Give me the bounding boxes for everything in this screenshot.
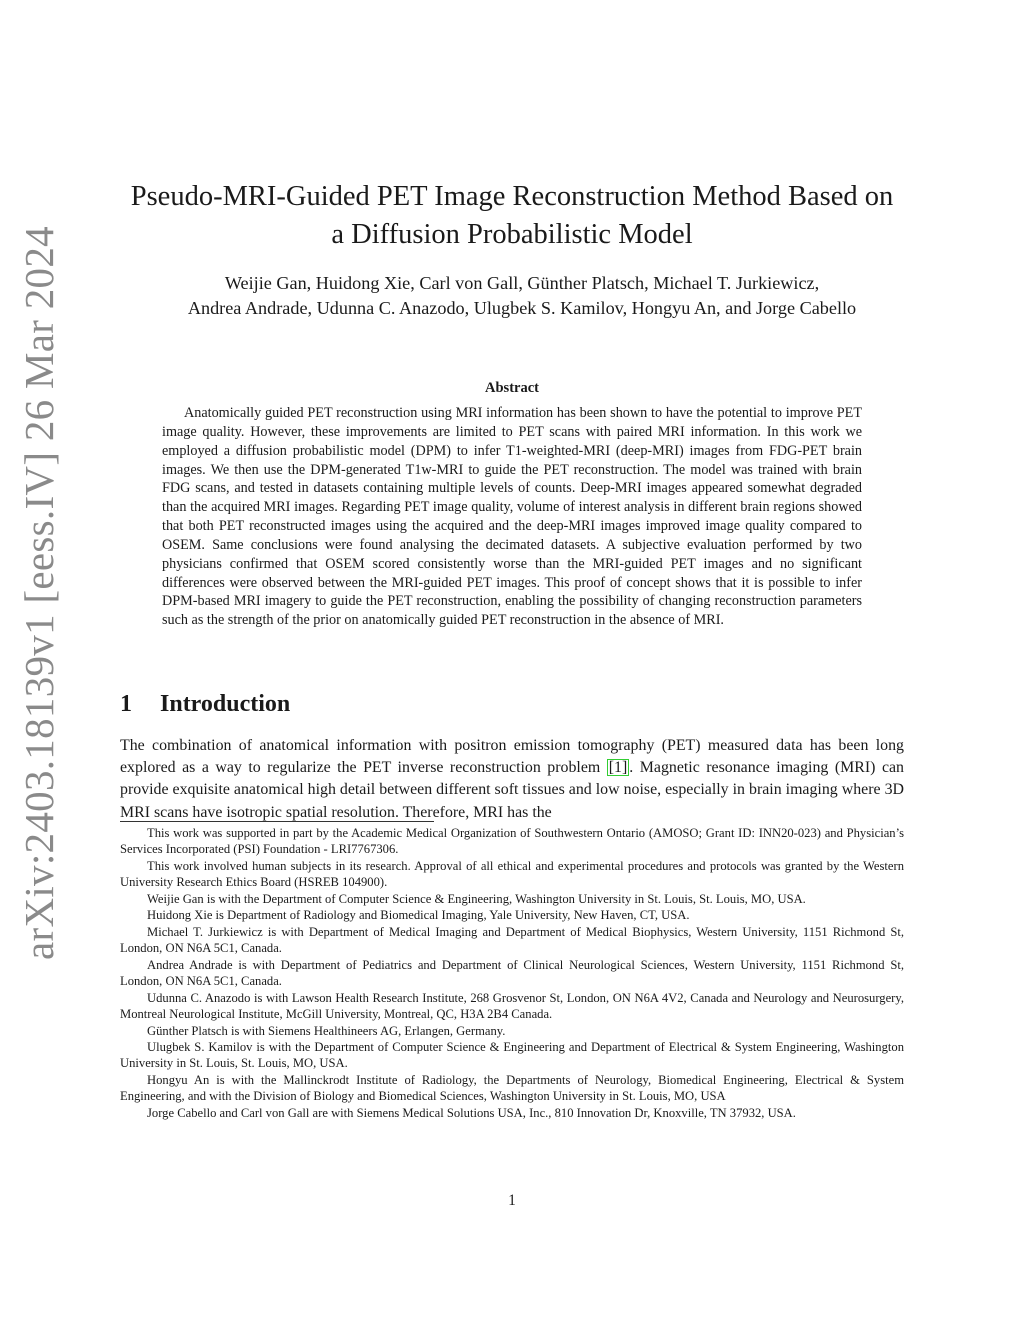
intro-text-part-2: . Magnetic resonance imaging (MRI) can provide exquisite anatomical high detail between different soft tissues and low noise, especially in brain imaging where 3D MRI scans have isotropic spatial resolution. Therefore, MRI has the (120, 759, 904, 821)
arxiv-identifier-stamp: arXiv:2403.18139v1 [eess.IV] 26 Mar 2024 (16, 226, 62, 960)
authors-line-1: Weijie Gan, Huidong Xie, Carl von Gall, Günther Platsch, Michael T. Jurkiewicz, (224, 273, 820, 293)
citation-link[interactable]: [1] (608, 759, 628, 777)
paper-title (100, 178, 924, 254)
title-line-1: Pseudo-MRI-Guided PET Image Reconstruction Method Based on (130, 181, 894, 212)
footnote-affiliation-jurkiewicz: Michael T. Jurkiewicz is with Department of Medical Imaging and Department of Medical Biophysics, Western University, 1151 Richmond St, London, ON N6A 5C1, Canada. (120, 925, 904, 956)
footnote-affiliation-cabello-vongall: Jorge Cabello and Carl von Gall are with Siemens Medical Solutions USA, Inc., 810 Innovation Dr, Knoxville, TN 37932, USA. (147, 1105, 796, 1120)
footnote-funding: This work was supported in part by the Academic Medical Organization of Southwestern Ontario (AMOSO; Grant ID: INN20-023) and Physician’s Services Incorporated (PSI) Foundation - LRI7767306. (120, 826, 904, 856)
footnote-affiliation-kamilov: Ulugbek S. Kamilov is with the Department of Computer Science & Engineering and Department of Electrical & System Engineering, Washington University in St. Louis, St. Louis, MO, USA. (120, 1040, 904, 1071)
footnote-affiliation-gan: Weijie Gan is with the Department of Computer Science & Engineering, Washington University in St. Louis, St. Louis, MO, USA. (147, 891, 806, 906)
footnote-affiliation-anazodo: Udunna C. Anazodo is with Lawson Health Research Institute, 268 Grosvenor St, London, ON N6A 4V2, Canada and Neurology and Neurosurgery, Montreal Neurological Institute, McGill University, Montreal, QC, H3A 2B4 Canada. (120, 990, 904, 1021)
section-title: Introduction (160, 691, 291, 717)
title-line-2: a Diffusion Probabilistic Model (331, 219, 693, 250)
intro-text-part-1: The combination of anatomical information with positron emission tomography (PET) measured data has been long explored as a way to regularize the PET inverse reconstruction problem (120, 737, 904, 777)
authors-line-2: Andrea Andrade, Udunna C. Anazodo, Ulugbek S. Kamilov, Hongyu An, and Jorge Cabello (187, 298, 857, 318)
abstract-text: Anatomically guided PET reconstruction using MRI information has been shown to have the potential to improve PET image quality. However, these improvements are limited to PET scans with paired MRI information. In this work we employed a diffusion probabilistic model (DPM) to infer T1-weighted-MRI (deep-MRI) images from FDG-PET brain images. We then use the DPM-generated T1w-MRI to guide the PET reconstruction. The model was trained with brain FDG scans, and tested in datasets containing multiple levels of counts. Deep-MRI images appeared somewhat degraded than the acquired MRI images. Regarding PET image quality, volume of interest analysis in different brain regions showed that both PET reconstructed images using the acquired and the deep-MRI images improved image quality compared to OSEM. Same conclusions were found analysing the decimated datasets. A subjective evaluation performed by two physicians confirmed that OSEM scored consistently worse than the MRI-guided PET images and no significant differences were observed between the MRI-guided PET images. This proof of concept shows that it is possible to infer DPM-based MRI imagery to guide the PET reconstruction, enabling the possibility of changing reconstruction parameters such as the strength of the prior on anatomically guided PET reconstruction in the absence of MRI. (162, 405, 862, 629)
footnote-affiliation-xie: Huidong Xie is Department of Radiology and Biomedical Imaging, Yale University, New Haven, CT, USA. (147, 908, 690, 923)
footnote-affiliation-andrade: Andrea Andrade is with Department of Pediatrics and Department of Clinical Neurological Sciences, Western University, 1151 Richmond St, London, ON N6A 5C1, Canada. (120, 957, 904, 988)
section-number: 1 (120, 691, 132, 717)
footnotes (120, 825, 904, 1122)
abstract-heading: Abstract (485, 380, 539, 396)
footnote-affiliation-an: Hongyu An is with the Mallinckrodt Institute of Radiology, the Departments of Neurology, Biomedical Engineering, Electrical & System Engineering, and with the Division of Biology and Biomedical Sciences, Washington University in St. Louis, MO, USA (120, 1073, 904, 1104)
page-number: 1 (508, 1192, 516, 1209)
footnote-ethics: This work involved human subjects in its research. Approval of all ethical and experimental procedures and protocols was granted by the Western University Research Ethics Board (HSREB 104900). (120, 858, 904, 889)
section-heading-introduction (120, 688, 290, 720)
author-list (100, 271, 944, 321)
introduction-paragraph (120, 735, 904, 824)
footnote-divider (120, 821, 434, 822)
footnote-affiliation-platsch: Günther Platsch is with Siemens Healthineers AG, Erlangen, Germany. (147, 1023, 506, 1038)
